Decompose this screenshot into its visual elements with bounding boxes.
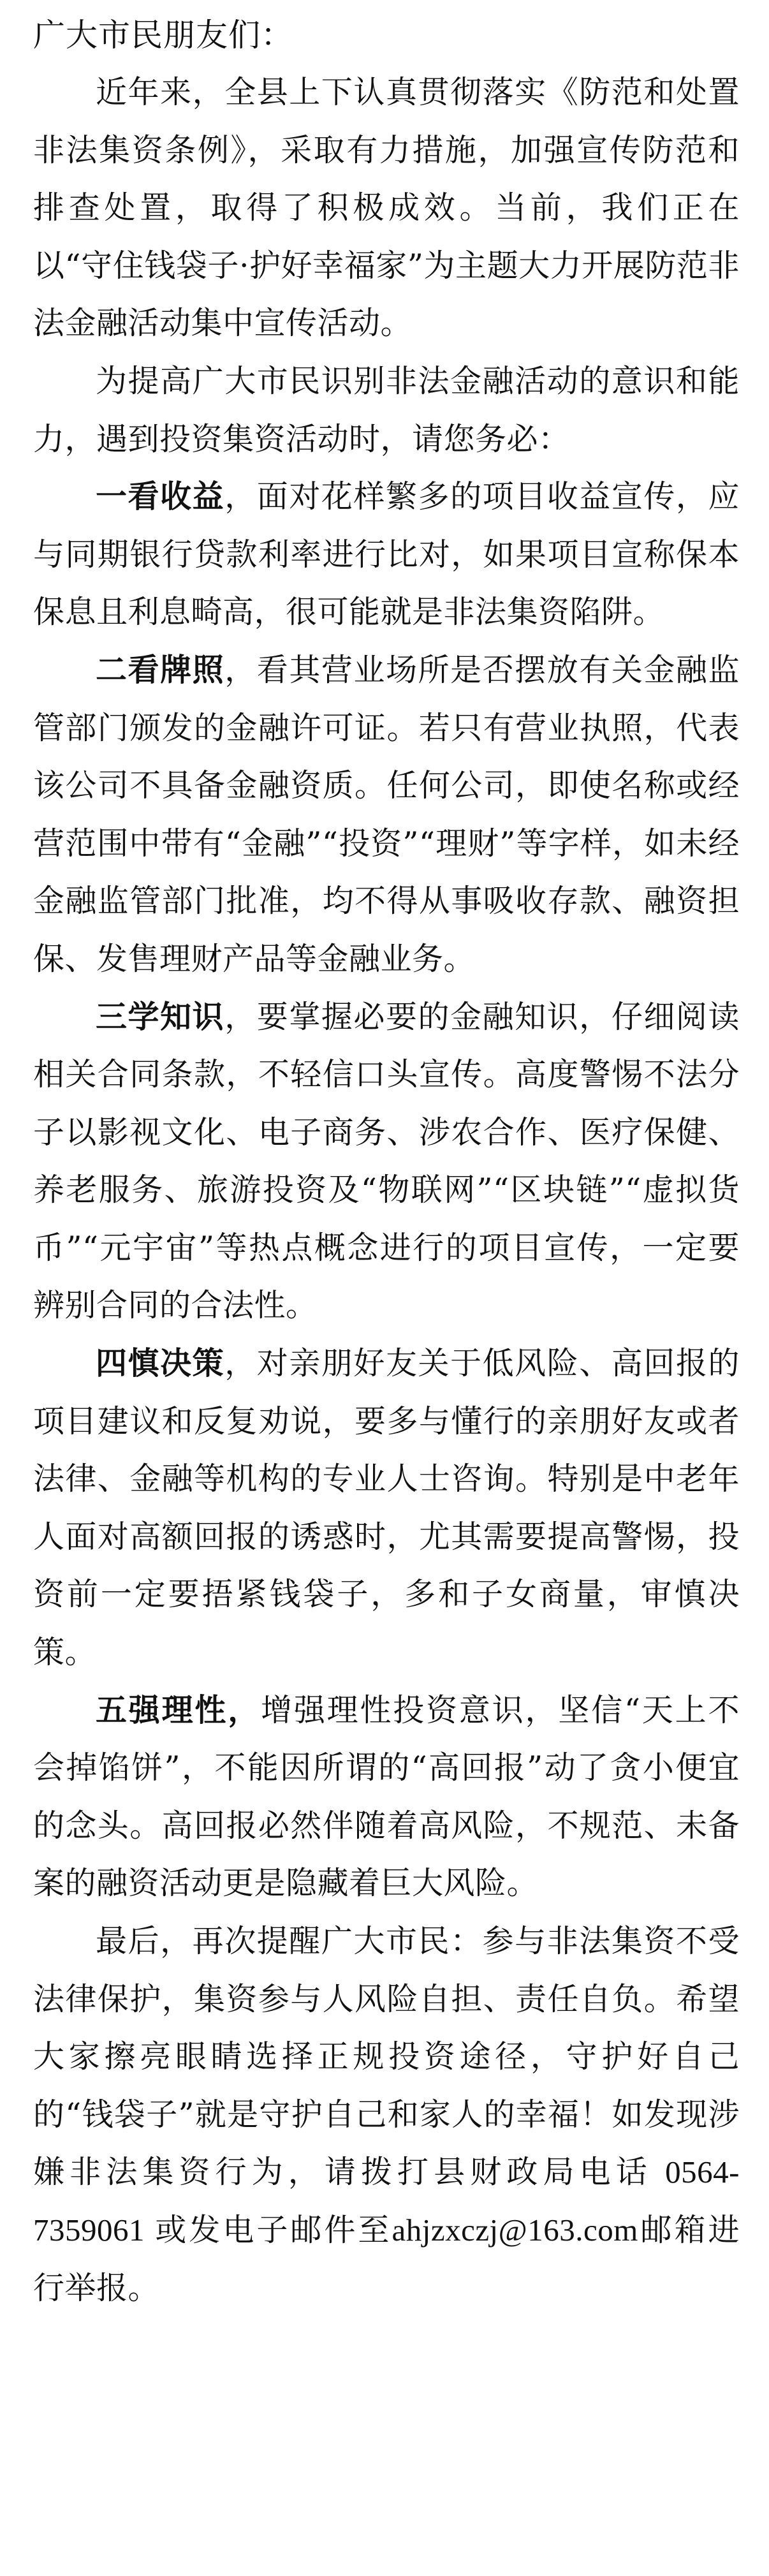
paragraph-text: 近年来，全县上下认真贯彻落实《防范和处置非法集资条例》，采取有力措施，加强宣传防范和排查处置，取得了积极成效。当前，我们正在以“守住钱袋子·护好幸福家”为主题大力开展防范非法金融活动集中宣传活动。 <box>33 74 740 342</box>
paragraph-heading: 五强理性， <box>96 1691 261 1728</box>
closing-text: 最后，再次提醒广大市民：参与非法集资不受法律保护，集资参与人风险自担、责任自负。希望大家擦亮眼睛选择正规投资途径，守护好自己的“钱袋子”就是守护自己和家人的幸福！如发现涉嫌非法集资行为，请拨打县财政局电话 <box>33 1923 740 2191</box>
paragraph-text: ，看其营业场所是否摆放有关金融监管部门颁发的金融许可证。若只有营业执照，代表该公司不具备金融资质。任何公司，即使名称或经营范围中带有“金融”“投资”“理财”等字样，如未经金融监管部门批准，均不得从事吸收存款、融资担保、发售理财产品等金融业务。 <box>33 651 740 977</box>
paragraph-check-license <box>33 642 740 989</box>
closing-text: 或发电子邮件至 <box>155 2211 392 2248</box>
paragraph-learn-knowledge <box>33 989 740 1336</box>
paragraph-heading: 四慎决策 <box>96 1345 225 1382</box>
paragraph-intro <box>33 64 740 353</box>
paragraph-request <box>33 353 740 468</box>
report-email-address: ahjzxczj@163.com <box>392 2212 638 2248</box>
paragraph-closing <box>33 1913 740 2317</box>
paragraph-text: ，面对花样繁多的项目收益宣传，应与同期银行贷款利率进行比对，如果项目宣称保本保息且利息畸高，很可能就是非法集资陷阱。 <box>33 478 740 631</box>
report-phone-number: 0564-7359061 <box>33 2154 740 2248</box>
greeting: 广大市民朋友们： <box>33 17 293 54</box>
paragraph-heading: 一看收益 <box>96 478 225 515</box>
paragraph-text: ，对亲朋好友关于低风险、高回报的项目建议和反复劝说，要多与懂行的亲朋好友或者法律、金融等机构的专业人士咨询。特别是中老年人面对高额回报的诱惑时，尤其需要提高警惕，投资前一定要捂紧钱袋子，多和子女商量，审慎决策。 <box>33 1345 740 1671</box>
paragraph-rationality <box>33 1682 740 1913</box>
paragraph-heading: 二看牌照 <box>96 651 225 688</box>
paragraph-heading: 三学知识 <box>96 998 225 1035</box>
paragraph-check-returns <box>33 468 740 642</box>
closing-text: 邮箱进行举报。 <box>33 2211 740 2306</box>
paragraph-text: 增强理性投资意识，坚信“天上不会掉馅饼”，不能因所谓的“高回报”动了贪小便宜的念头。高回报必然伴随着高风险，不规范、未备案的融资活动更是隐藏着巨大风险。 <box>33 1691 740 1902</box>
paragraph-text: ，要掌握必要的金融知识，仔细阅读相关合同条款，不轻信口头宣传。高度警惕不法分子以影视文化、电子商务、涉农合作、医疗保健、养老服务、旅游投资及“物联网”“区块链”“虚拟货币”“元宇宙”等热点概念进行的项目宣传，一定要辨别合同的合法性。 <box>33 998 740 1324</box>
notice-document <box>33 6 740 2317</box>
paragraph-careful-decision <box>33 1335 740 1682</box>
paragraph-text: 为提高广大市民识别非法金融活动的意识和能力，遇到投资集资活动时，请您务必： <box>33 362 740 457</box>
